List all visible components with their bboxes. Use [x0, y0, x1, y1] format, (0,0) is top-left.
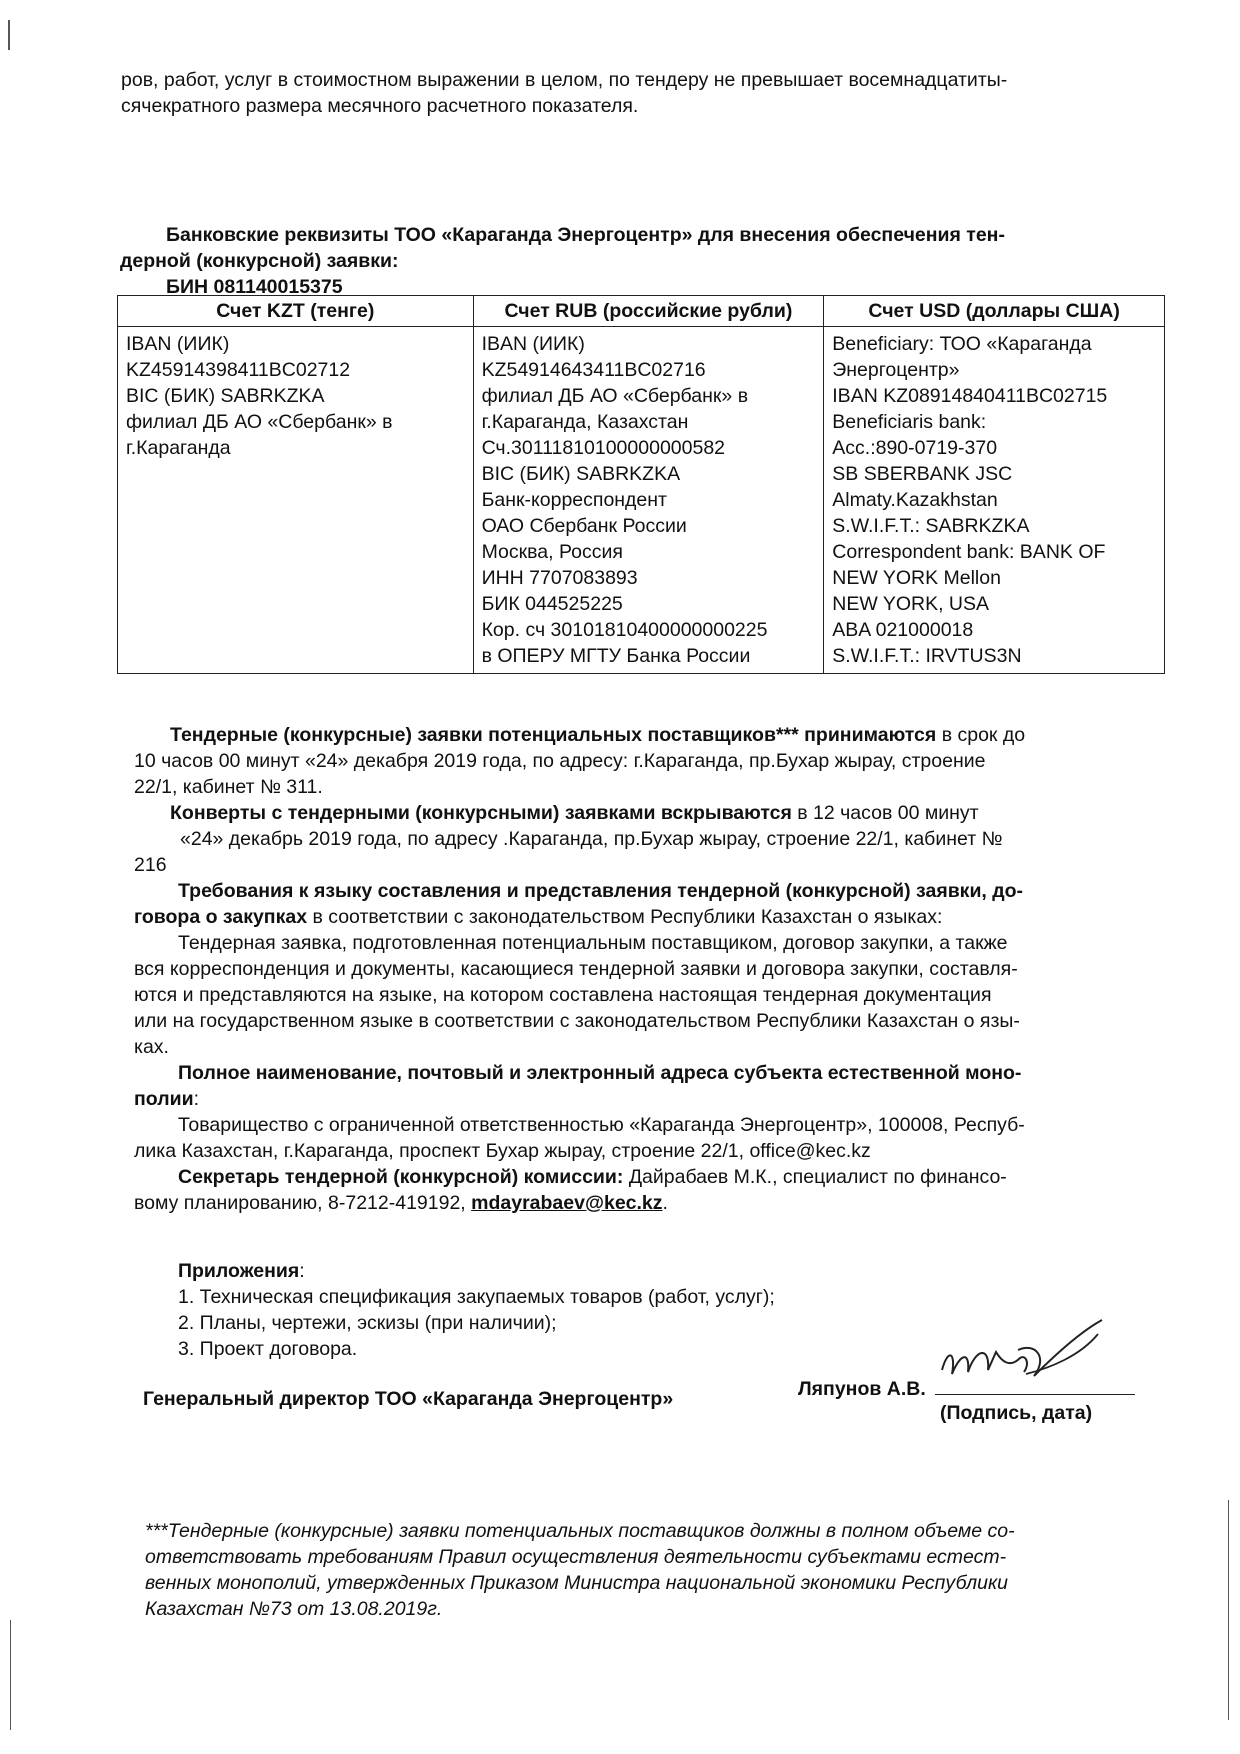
kzt-line: BIC (БИК) SABRKZKA — [126, 385, 325, 407]
appendix-colon: : — [299, 1260, 305, 1282]
column-header-kzt: Счет KZT (тенге) — [118, 296, 474, 327]
language-requirements — [134, 878, 1164, 1060]
language-body-line: ются и представляются на языке, на котором составлена настоящая тендерная документация — [134, 984, 992, 1006]
handwritten-signature — [930, 1318, 1120, 1398]
language-body-line: ках. — [134, 1036, 169, 1058]
kzt-line: IBAN (ИИК) — [126, 333, 230, 355]
usd-line: Beneficiaris bank: — [832, 411, 987, 433]
language-body-line: Тендерная заявка, подготовленная потенциальным поставщиком, договор закупки, а также — [178, 932, 1008, 954]
rub-line: Сч.30111810100000000582 — [481, 437, 726, 459]
language-heading-rest: в соответствии с законодательством Республики Казахстан о языках: — [307, 906, 943, 928]
column-header-rub: Счет RUB (российские рубли) — [473, 296, 824, 327]
monopoly-body-line-2: лика Казахстан, г.Караганда, проспект Бухар жырау, строение 22/1, office@kec.kz — [134, 1140, 871, 1162]
submission-rest: в срок до — [936, 724, 1026, 746]
appendix-item: 1. Техническая спецификация закупаемых товаров (работ, услуг); — [178, 1286, 775, 1308]
submission-line-3: 22/1, кабинет № 311. — [134, 776, 323, 798]
rub-line: филиал ДБ АО «Сбербанк» в — [481, 385, 749, 407]
rub-line: БИК 044525225 — [481, 593, 623, 615]
footnote-line: ответствовать требованиям Правил осуществления деятельности субъектами естест- — [145, 1546, 1007, 1568]
submission-line-2: 10 часов 00 минут «24» декабря 2019 года, по адресу: г.Караганда, пр.Бухар жырау, строение — [134, 750, 986, 772]
usd-line: Almaty.Kazakhstan — [832, 489, 998, 511]
usd-line: Acc.:890-0719-370 — [832, 437, 998, 459]
kzt-account-cell — [118, 327, 474, 674]
usd-line: Correspondent bank: BANK OF — [832, 541, 1106, 563]
bin-number: БИН 081140015375 — [166, 276, 343, 298]
appendix-item: 3. Проект договора. — [178, 1338, 358, 1360]
usd-account-cell — [824, 327, 1165, 674]
footnote-line: ***Тендерные (конкурсные) заявки потенциальных поставщиков должны в полном объеме со- — [145, 1520, 1015, 1542]
scan-edge-mark — [10, 1620, 11, 1730]
bank-heading-line-1: Банковские реквизиты ТОО «Караганда Энергоцентр» для внесения обеспечения тен- — [166, 224, 1005, 246]
language-body-line: вся корреспонденция и документы, касающиеся тендерной заявки и договора закупки, составля- — [134, 958, 1018, 980]
rub-account-cell — [473, 327, 824, 674]
bank-heading — [120, 222, 1160, 300]
submission-paragraph — [134, 722, 1164, 800]
usd-line: NEW YORK, USA — [832, 593, 990, 615]
rub-line: в ОПЕРУ МГТУ Банка России — [481, 645, 751, 667]
rub-line: ИНН 7707083893 — [481, 567, 638, 589]
signatory-name: Ляпунов А.В. — [798, 1378, 926, 1400]
secretary-line-2: вому планированию, 8-7212-419192, — [134, 1192, 472, 1214]
signatory-position: Генеральный директор ТОО «Караганда Энергоцентр» — [143, 1388, 674, 1410]
bank-details-table — [117, 295, 1165, 674]
monopoly-heading-line-1: Полное наименование, почтовый и электронный адреса субъекта естественной моно- — [178, 1062, 1022, 1084]
language-heading-line-1: Требования к языку составления и представления тендерной (конкурсной) заявки, до- — [178, 880, 1024, 902]
table-row — [118, 327, 1165, 674]
usd-line: Энергоцентр» — [832, 359, 960, 381]
secretary-tail: . — [662, 1192, 668, 1214]
rub-line: IBAN (ИИК) — [481, 333, 585, 355]
intro-line-1: ров, работ, услуг в стоимостном выражении в целом, по тендеру не превышает восемнадцатиты- — [121, 69, 1008, 91]
opening-line-2: «24» декабрь 2019 года, по адресу .Караганда, пр.Бухар жырау, строение 22/1, кабинет № — [180, 828, 1003, 850]
secretary-bold: Секретарь тендерной (конкурсной) комиссии: — [178, 1166, 624, 1188]
usd-line: S.W.I.F.T.: IRVTUS3N — [832, 645, 1022, 667]
usd-line: S.W.I.F.T.: SABRKZKA — [832, 515, 1030, 537]
kzt-line: г.Караганда — [126, 437, 231, 459]
table-header-row — [118, 296, 1165, 327]
monopoly-body-line-1: Товарищество с ограниченной ответственностью «Караганда Энергоцентр», 100008, Респуб- — [178, 1114, 1025, 1136]
footnote — [145, 1518, 1155, 1622]
rub-line: г.Караганда, Казахстан — [481, 411, 689, 433]
opening-paragraph — [134, 800, 1164, 878]
bank-heading-line-2: дерной (конкурсной) заявки: — [120, 250, 399, 272]
kzt-line: филиал ДБ АО «Сбербанк» в — [126, 411, 393, 433]
rub-line: Кор. сч 30101810400000000225 — [481, 619, 768, 641]
opening-line-3: 216 — [134, 854, 167, 876]
monopoly-heading-bold: полии — [134, 1088, 194, 1110]
rub-line: BIC (БИК) SABRKZKA — [481, 463, 681, 485]
footnote-line: венных монополий, утвержденных Приказом Министра национальной экономики Республики — [145, 1572, 1008, 1594]
opening-rest: в 12 часов 00 минут — [791, 802, 979, 824]
usd-line: SB SBERBANK JSC — [832, 463, 1013, 485]
scan-edge-mark — [1228, 1500, 1229, 1720]
rub-line: ОАО Сбербанк России — [481, 515, 687, 537]
footnote-line: Казахстан №73 от 13.08.2019г. — [145, 1598, 443, 1620]
submission-bold: Тендерные (конкурсные) заявки потенциальных поставщиков*** принимаются — [170, 724, 937, 746]
column-header-usd: Счет USD (доллары США) — [824, 296, 1165, 327]
language-body-line: или на государственном языке в соответствии с законодательством Республики Казахстан о язы- — [134, 1010, 1020, 1032]
secretary-paragraph — [134, 1164, 1164, 1216]
rub-line: Банк-корреспондент — [481, 489, 667, 511]
secretary-email-link[interactable]: mdayrabaev@kec.kz — [471, 1192, 663, 1214]
rub-line: KZ54914643411BC02716 — [481, 359, 706, 381]
usd-line: Beneficiary: ТОО «Караганда — [832, 333, 1092, 355]
usd-line: ABA 021000018 — [832, 619, 974, 641]
usd-line: IBAN KZ08914840411BC02715 — [832, 385, 1108, 407]
intro-paragraph — [121, 67, 1151, 119]
intro-line-2: сячекратного размера месячного расчетного показателя. — [121, 95, 639, 117]
rub-line: Москва, Россия — [481, 541, 623, 563]
signature-caption: (Подпись, дата) — [940, 1402, 1093, 1424]
monopoly-heading-rest: : — [193, 1088, 199, 1110]
usd-line: NEW YORK Mellon — [832, 567, 1001, 589]
opening-bold: Конверты с тендерными (конкурсными) заявками вскрываются — [170, 802, 792, 824]
kzt-line: KZ45914398411BC02712 — [126, 359, 351, 381]
appendix-title: Приложения — [178, 1260, 300, 1282]
monopoly-details — [134, 1060, 1164, 1164]
language-heading-bold: говора о закупках — [134, 906, 308, 928]
appendix-item: 2. Планы, чертежи, эскизы (при наличии); — [178, 1312, 557, 1334]
scan-edge-mark — [8, 20, 10, 50]
secretary-rest: Дайрабаев М.К., специалист по финансо- — [623, 1166, 1007, 1188]
